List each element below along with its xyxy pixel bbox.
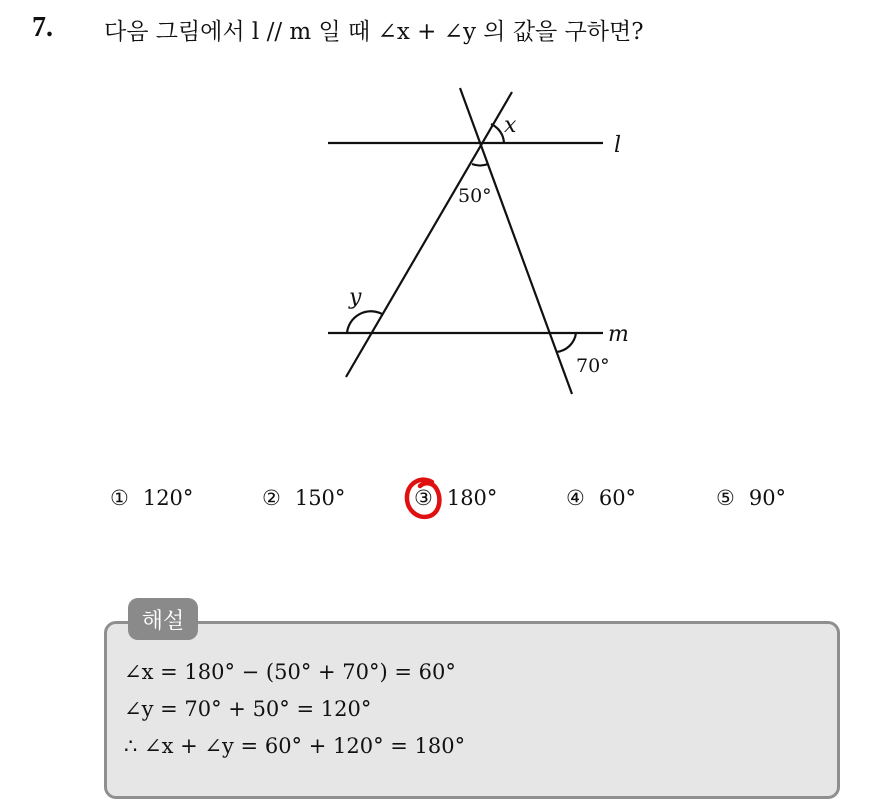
choice-4[interactable]: ④ 60°: [566, 486, 637, 510]
solution-title: 해설: [128, 598, 198, 640]
label-y: y: [349, 285, 362, 310]
choice-5[interactable]: ⑤ 90°: [716, 486, 787, 510]
choice-2[interactable]: ② 150°: [262, 486, 346, 510]
choice-1[interactable]: ① 120°: [110, 486, 194, 510]
question-number: 7.: [32, 12, 53, 43]
arc-70: [556, 333, 576, 352]
answer-mark-circle: [402, 474, 446, 524]
geometry-figure: [320, 82, 640, 402]
label-x: x: [504, 113, 517, 138]
question-text: 다음 그림에서 l // m 일 때 ∠x + ∠y 의 값을 구하면?: [104, 19, 644, 45]
label-m: m: [608, 322, 629, 347]
solution-line-3: ∴ ∠x + ∠y = 60° + 120° = 180°: [124, 734, 466, 758]
solution-line-1: ∠x = 180° − (50° + 70°) = 60°: [124, 660, 456, 684]
solution-line-2: ∠y = 70° + 50° = 120°: [124, 697, 372, 721]
label-70: 70°: [576, 355, 610, 377]
transversal-left: [346, 92, 512, 377]
choice-3[interactable]: ③ 180°: [414, 486, 498, 510]
label-50: 50°: [458, 185, 492, 207]
label-l: l: [614, 133, 622, 158]
arc-50: [472, 164, 488, 166]
